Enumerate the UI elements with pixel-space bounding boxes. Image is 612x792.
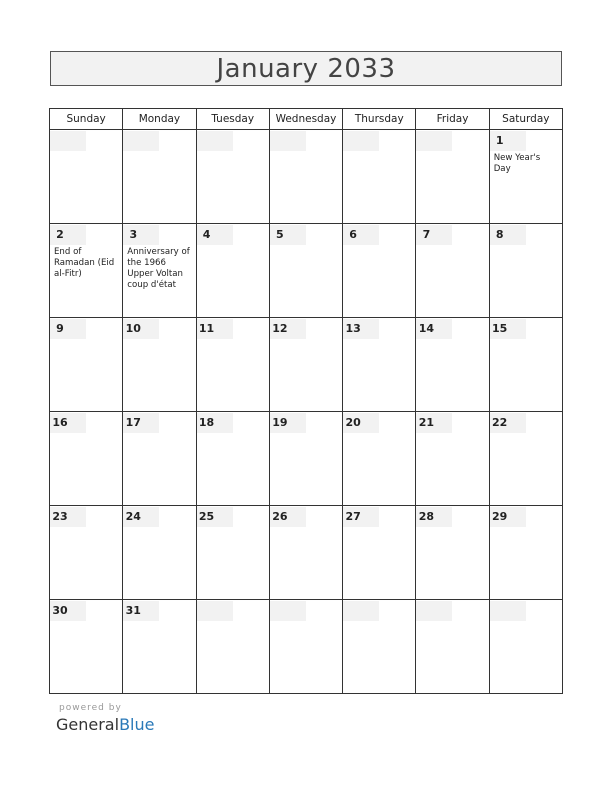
- day-number: 22: [492, 416, 508, 429]
- day-number-box: [270, 131, 306, 151]
- day-number: 31: [125, 604, 141, 617]
- day-number: 1: [495, 134, 504, 147]
- day-number: 3: [129, 228, 138, 241]
- day-number-box: [416, 507, 452, 527]
- holiday-note: End of Ramadan (Eid al-Fitr): [54, 247, 115, 279]
- day-number-box: [50, 507, 86, 527]
- day-number-box: [343, 507, 379, 527]
- weekday-header-saturday: Saturday: [489, 109, 562, 130]
- day-cell[interactable]: [196, 318, 269, 412]
- day-cell[interactable]: [50, 412, 123, 506]
- weekday-header-thursday: Thursday: [343, 109, 416, 130]
- day-cell[interactable]: [50, 506, 123, 600]
- day-number-box: [50, 413, 86, 433]
- weekday-header-row: [50, 109, 563, 130]
- day-cell[interactable]: [343, 506, 416, 600]
- day-number-box: [343, 601, 379, 621]
- day-number-box: [343, 319, 379, 339]
- week-row: [50, 130, 563, 224]
- day-cell[interactable]: [416, 412, 489, 506]
- day-number-box: [50, 601, 86, 621]
- day-number-box: [197, 225, 233, 245]
- week-row: [50, 600, 563, 694]
- day-number-box: [50, 131, 86, 151]
- day-cell[interactable]: [489, 130, 562, 224]
- calendar-body: [50, 130, 563, 694]
- day-cell[interactable]: [343, 130, 416, 224]
- day-number-box: [490, 131, 526, 151]
- day-number-box: [490, 507, 526, 527]
- calendar-grid: [49, 108, 563, 694]
- day-number-box: [343, 131, 379, 151]
- day-number: 10: [125, 322, 141, 335]
- day-number-box: [490, 601, 526, 621]
- day-cell[interactable]: [123, 412, 196, 506]
- day-number-box: [270, 225, 306, 245]
- day-number: 28: [418, 510, 435, 523]
- holiday-note: New Year's Day: [493, 153, 541, 174]
- day-number: 13: [345, 322, 361, 335]
- day-number: 25: [198, 510, 215, 523]
- day-number: 30: [52, 604, 68, 617]
- day-number-box: [343, 225, 379, 245]
- day-number-box: [416, 319, 452, 339]
- day-number-box: [197, 601, 233, 621]
- day-number-box: [50, 319, 86, 339]
- day-cell[interactable]: [123, 506, 196, 600]
- day-number: 21: [418, 416, 435, 429]
- day-number: 15: [492, 322, 508, 335]
- day-number-box: [343, 413, 379, 433]
- day-cell[interactable]: [269, 224, 342, 318]
- day-cell[interactable]: [343, 318, 416, 412]
- day-number: 8: [495, 228, 504, 241]
- day-number-box: [490, 319, 526, 339]
- weekday-header-monday: Monday: [123, 109, 196, 130]
- day-cell[interactable]: [489, 600, 562, 694]
- day-cell[interactable]: [416, 318, 489, 412]
- weekday-header-sunday: Sunday: [50, 109, 123, 130]
- brand-logo: [56, 715, 154, 734]
- brand-general: General: [56, 715, 120, 734]
- day-number: 23: [52, 510, 68, 523]
- weekday-header-tuesday: Tuesday: [196, 109, 269, 130]
- day-number-box: [123, 507, 159, 527]
- weekday-header-friday: Friday: [416, 109, 489, 130]
- day-number: 6: [349, 228, 357, 241]
- day-number-box: [123, 319, 159, 339]
- day-cell[interactable]: [123, 600, 196, 694]
- day-cell[interactable]: [489, 224, 562, 318]
- day-number-box: [197, 131, 233, 151]
- day-cell[interactable]: [489, 412, 562, 506]
- day-number: 2: [56, 228, 64, 241]
- day-number: 24: [125, 510, 141, 523]
- calendar-title-bar: [50, 51, 562, 86]
- day-number: 4: [202, 228, 211, 241]
- day-number: 29: [492, 510, 508, 523]
- day-cell[interactable]: [196, 130, 269, 224]
- day-number: 14: [418, 322, 435, 335]
- calendar-title: January 2033: [216, 53, 396, 84]
- day-number-box: [490, 413, 526, 433]
- day-number-box: [490, 225, 526, 245]
- holiday-note: Anniversary of the 1966 Upper Voltan coup d'état: [127, 247, 190, 290]
- day-number: 7: [422, 228, 431, 241]
- day-cell[interactable]: [269, 130, 342, 224]
- day-cell[interactable]: [196, 224, 269, 318]
- day-number-box: [270, 507, 306, 527]
- day-cell[interactable]: [343, 600, 416, 694]
- day-cell[interactable]: [50, 600, 123, 694]
- day-number-box: [50, 225, 86, 245]
- day-number-box: [123, 601, 159, 621]
- weekday-header-wednesday: Wednesday: [269, 109, 342, 130]
- day-cell[interactable]: [269, 600, 342, 694]
- brand-blue: Blue: [119, 715, 155, 734]
- week-row: [50, 506, 563, 600]
- day-number-box: [416, 131, 452, 151]
- day-cell[interactable]: [416, 130, 489, 224]
- day-number: 5: [276, 228, 284, 241]
- day-number-box: [197, 507, 233, 527]
- day-number-box: [123, 413, 159, 433]
- day-number: 17: [125, 416, 141, 429]
- day-number-box: [197, 413, 233, 433]
- day-cell[interactable]: [269, 506, 342, 600]
- day-cell[interactable]: [489, 506, 562, 600]
- day-number-box: [270, 601, 306, 621]
- day-number-box: [416, 225, 452, 245]
- day-cell[interactable]: [489, 318, 562, 412]
- day-cell[interactable]: [50, 318, 123, 412]
- day-number: 18: [198, 416, 215, 429]
- day-number-box: [123, 225, 159, 245]
- day-cell[interactable]: [416, 600, 489, 694]
- day-cell[interactable]: [343, 412, 416, 506]
- day-cell[interactable]: [269, 318, 342, 412]
- day-cell[interactable]: [343, 224, 416, 318]
- day-number: 20: [345, 416, 361, 429]
- day-number: 12: [272, 322, 288, 335]
- week-row: [50, 412, 563, 506]
- day-number-box: [270, 319, 306, 339]
- day-number: 11: [198, 322, 215, 335]
- day-cell[interactable]: [416, 224, 489, 318]
- day-number: 19: [272, 416, 288, 429]
- day-number: 27: [345, 510, 361, 523]
- day-number: 9: [56, 322, 64, 335]
- day-cell[interactable]: [123, 318, 196, 412]
- powered-by-label: powered by: [59, 703, 122, 713]
- day-number: 16: [52, 416, 68, 429]
- day-cell[interactable]: [50, 224, 123, 318]
- day-cell[interactable]: [196, 412, 269, 506]
- week-row: [50, 224, 563, 318]
- week-row: [50, 318, 563, 412]
- day-cell[interactable]: [196, 600, 269, 694]
- day-number-box: [270, 413, 306, 433]
- day-cell[interactable]: [196, 506, 269, 600]
- day-number-box: [416, 601, 452, 621]
- day-cell[interactable]: [416, 506, 489, 600]
- day-number-box: [416, 413, 452, 433]
- day-cell[interactable]: [269, 412, 342, 506]
- day-number-box: [197, 319, 233, 339]
- day-cell[interactable]: [123, 130, 196, 224]
- day-cell[interactable]: [123, 224, 196, 318]
- day-number: 26: [272, 510, 288, 523]
- day-cell[interactable]: [50, 130, 123, 224]
- day-number-box: [123, 131, 159, 151]
